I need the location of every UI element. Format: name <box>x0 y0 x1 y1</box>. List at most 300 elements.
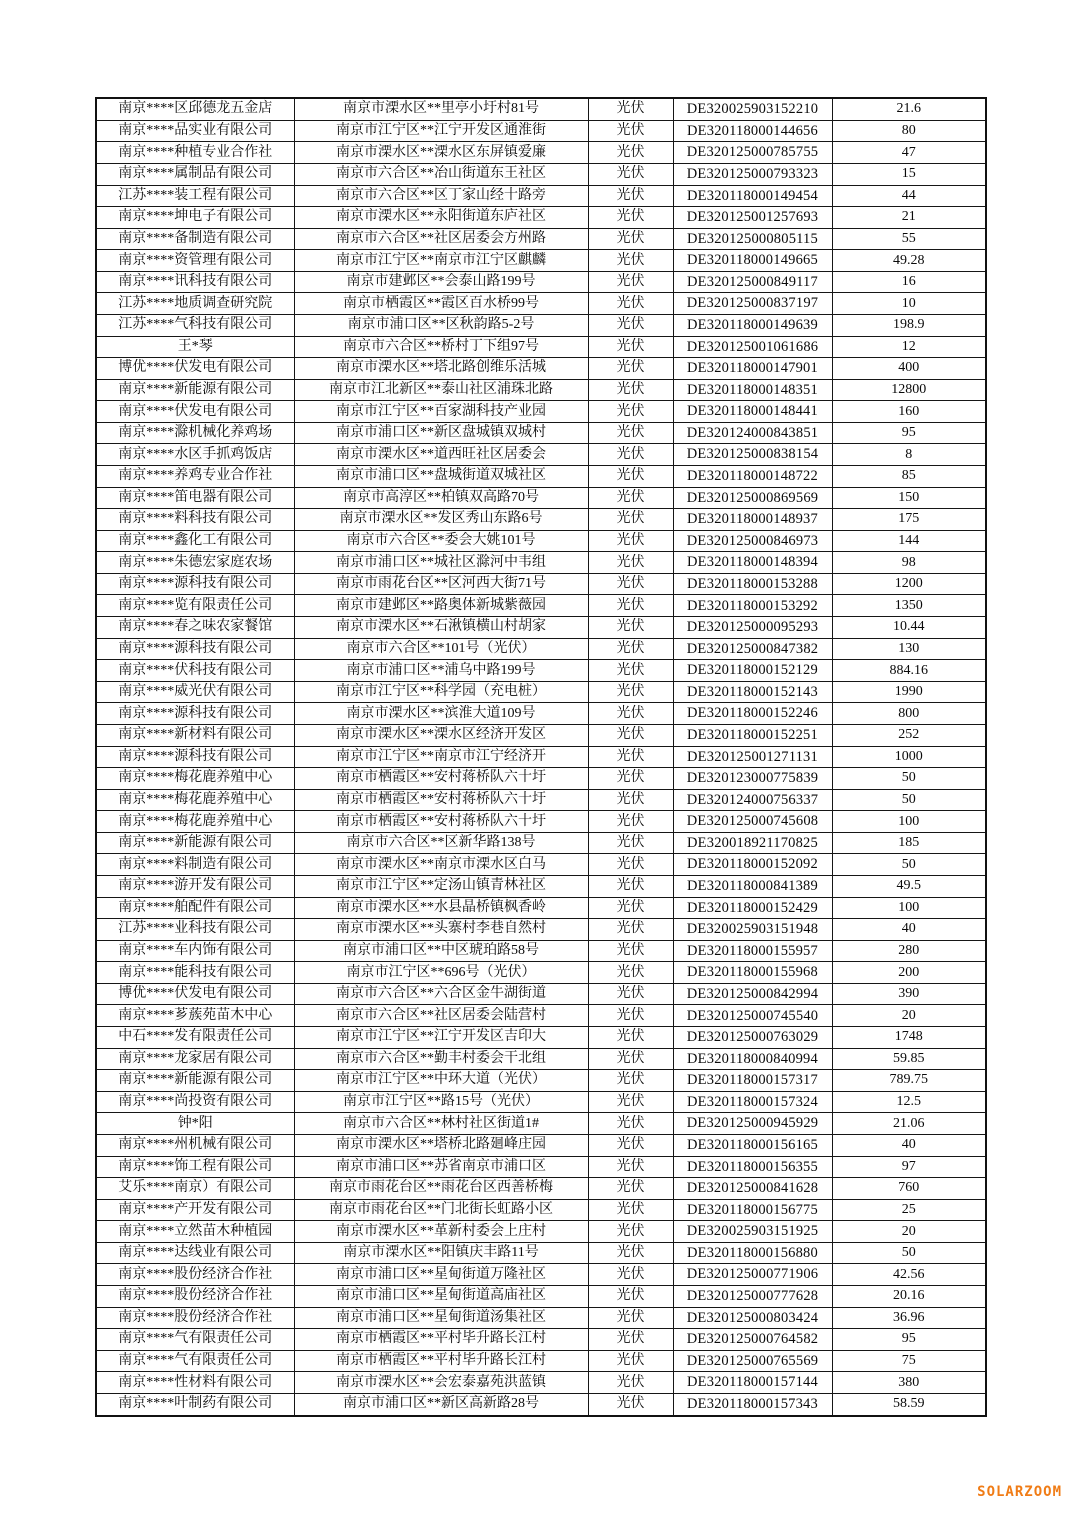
type-cell: 光伏 <box>588 811 673 833</box>
capacity-cell: 130 <box>832 638 986 660</box>
company-name-cell: 南京****源科技有限公司 <box>96 638 294 660</box>
table-row <box>96 1285 986 1307</box>
address-cell: 南京市溧水区**南京市溧水区白马 <box>294 854 588 876</box>
address-cell: 南京市建邺区**路奥体新城紫薇园 <box>294 595 588 617</box>
address-cell: 南京市六合区**桥村丁下组97号 <box>294 336 588 358</box>
address-cell: 南京市溧水区**道西旺社区居委会 <box>294 444 588 466</box>
company-name-cell: 南京****尚投资有限公司 <box>96 1091 294 1113</box>
address-cell: 南京市江宁区**定汤山镇青林社区 <box>294 876 588 898</box>
code-cell: DE320118000155957 <box>673 940 832 962</box>
code-cell: DE320125000805115 <box>673 228 832 250</box>
table-row <box>96 163 986 185</box>
address-cell: 南京市栖霞区**安村蒋桥队六十圩 <box>294 768 588 790</box>
capacity-cell: 760 <box>832 1178 986 1200</box>
code-cell: DE320125000745608 <box>673 811 832 833</box>
capacity-cell: 50 <box>832 1242 986 1264</box>
capacity-cell: 58.59 <box>832 1393 986 1416</box>
type-cell: 光伏 <box>588 617 673 639</box>
code-cell: DE320025903151948 <box>673 919 832 941</box>
code-cell: DE320125000842994 <box>673 983 832 1005</box>
table-row <box>96 1178 986 1200</box>
capacity-cell: 380 <box>832 1372 986 1394</box>
code-cell: DE320118000153288 <box>673 573 832 595</box>
company-name-cell: 南京****舶配件有限公司 <box>96 897 294 919</box>
capacity-cell: 789.75 <box>832 1070 986 1092</box>
table-row <box>96 789 986 811</box>
capacity-cell: 98 <box>832 552 986 574</box>
type-cell: 光伏 <box>588 271 673 293</box>
code-cell: DE320124000843851 <box>673 422 832 444</box>
table-row <box>96 1372 986 1394</box>
type-cell: 光伏 <box>588 746 673 768</box>
code-cell: DE320118000156880 <box>673 1242 832 1264</box>
company-name-cell: 南京****春之味农家餐馆 <box>96 617 294 639</box>
address-cell: 南京市浦口区**星甸街道万隆社区 <box>294 1264 588 1286</box>
address-cell: 南京市浦口区**苏省南京市浦口区 <box>294 1156 588 1178</box>
company-name-cell: 南京****料科技有限公司 <box>96 509 294 531</box>
capacity-cell: 1350 <box>832 595 986 617</box>
company-name-cell: 南京****滁机械化养鸡场 <box>96 422 294 444</box>
company-name-cell: 南京****品实业有限公司 <box>96 120 294 142</box>
type-cell: 光伏 <box>588 314 673 336</box>
capacity-cell: 12 <box>832 336 986 358</box>
table-row <box>96 660 986 682</box>
code-cell: DE320025903152210 <box>673 98 832 120</box>
capacity-cell: 8 <box>832 444 986 466</box>
table-row <box>96 703 986 725</box>
code-cell: DE320125000847382 <box>673 638 832 660</box>
address-cell: 南京市雨花台区**门北街长虹路小区 <box>294 1199 588 1221</box>
table-row <box>96 250 986 272</box>
type-cell: 光伏 <box>588 1199 673 1221</box>
table-row <box>96 962 986 984</box>
capacity-cell: 40 <box>832 1134 986 1156</box>
address-cell: 南京市浦口区**星甸街道高庙社区 <box>294 1285 588 1307</box>
type-cell: 光伏 <box>588 250 673 272</box>
address-cell: 南京市雨花台区**区河西大街71号 <box>294 573 588 595</box>
capacity-cell: 884.16 <box>832 660 986 682</box>
table-row <box>96 1307 986 1329</box>
table-row <box>96 919 986 941</box>
code-cell: DE320118000144656 <box>673 120 832 142</box>
code-cell: DE320118000841389 <box>673 876 832 898</box>
code-cell: DE320118000155968 <box>673 962 832 984</box>
capacity-cell: 1200 <box>832 573 986 595</box>
company-name-cell: 南京****坤电子有限公司 <box>96 207 294 229</box>
address-cell: 南京市六合区**101号（光伏） <box>294 638 588 660</box>
code-cell: DE320125000945929 <box>673 1113 832 1135</box>
table-row <box>96 1048 986 1070</box>
table-row <box>96 595 986 617</box>
capacity-cell: 21.06 <box>832 1113 986 1135</box>
capacity-cell: 390 <box>832 983 986 1005</box>
company-name-cell: 南京****梅花鹿养殖中心 <box>96 789 294 811</box>
company-name-cell: 南京****备制造有限公司 <box>96 228 294 250</box>
table-row <box>96 487 986 509</box>
company-name-cell: 南京****饰工程有限公司 <box>96 1156 294 1178</box>
table-row <box>96 876 986 898</box>
table-row <box>96 1221 986 1243</box>
table-row <box>96 724 986 746</box>
code-cell: DE320125000785755 <box>673 142 832 164</box>
company-name-cell: 南京****梅花鹿养殖中心 <box>96 811 294 833</box>
table-row <box>96 1156 986 1178</box>
type-cell: 光伏 <box>588 1221 673 1243</box>
address-cell: 南京市雨花台区**雨花台区西善桥梅 <box>294 1178 588 1200</box>
type-cell: 光伏 <box>588 789 673 811</box>
table-row <box>96 1113 986 1135</box>
address-cell: 南京市六合区**林村社区街道1# <box>294 1113 588 1135</box>
type-cell: 光伏 <box>588 854 673 876</box>
address-cell: 南京市栖霞区**安村蒋桥队六十圩 <box>294 789 588 811</box>
table-row <box>96 1350 986 1372</box>
code-cell: DE320118000153292 <box>673 595 832 617</box>
capacity-cell: 50 <box>832 768 986 790</box>
address-cell: 南京市浦口区**浦乌中路199号 <box>294 660 588 682</box>
type-cell: 光伏 <box>588 1372 673 1394</box>
company-name-cell: 南京****伏发电有限公司 <box>96 401 294 423</box>
company-name-cell: 南京****资管理有限公司 <box>96 250 294 272</box>
company-name-cell: 南京****源科技有限公司 <box>96 703 294 725</box>
capacity-cell: 150 <box>832 487 986 509</box>
type-cell: 光伏 <box>588 876 673 898</box>
capacity-cell: 49.28 <box>832 250 986 272</box>
table-row <box>96 444 986 466</box>
type-cell: 光伏 <box>588 724 673 746</box>
type-cell: 光伏 <box>588 1264 673 1286</box>
type-cell: 光伏 <box>588 703 673 725</box>
address-cell: 南京市浦口区**新区盘城镇双城村 <box>294 422 588 444</box>
capacity-cell: 75 <box>832 1350 986 1372</box>
code-cell: DE320118000149665 <box>673 250 832 272</box>
address-cell: 南京市溧水区**塔北路创维乐活城 <box>294 358 588 380</box>
capacity-cell: 160 <box>832 401 986 423</box>
capacity-cell: 252 <box>832 724 986 746</box>
type-cell: 光伏 <box>588 1178 673 1200</box>
company-name-cell: 南京****鑫化工有限公司 <box>96 530 294 552</box>
capacity-cell: 198.9 <box>832 314 986 336</box>
type-cell: 光伏 <box>588 98 673 120</box>
type-cell: 光伏 <box>588 897 673 919</box>
type-cell: 光伏 <box>588 832 673 854</box>
code-cell: DE320125001271131 <box>673 746 832 768</box>
address-cell: 南京市六合区**社区居委会方州路 <box>294 228 588 250</box>
table-row <box>96 530 986 552</box>
code-cell: DE320118000148441 <box>673 401 832 423</box>
address-cell: 南京市溧水区**革新村委会上庄村 <box>294 1221 588 1243</box>
code-cell: DE320118000157144 <box>673 1372 832 1394</box>
capacity-cell: 100 <box>832 811 986 833</box>
type-cell: 光伏 <box>588 1242 673 1264</box>
type-cell: 光伏 <box>588 293 673 315</box>
capacity-cell: 49.5 <box>832 876 986 898</box>
company-name-cell: 南京****股份经济合作社 <box>96 1285 294 1307</box>
company-name-cell: 南京****水区手抓鸡饭店 <box>96 444 294 466</box>
table-row <box>96 1199 986 1221</box>
company-name-cell: 南京****新材料有限公司 <box>96 724 294 746</box>
type-cell: 光伏 <box>588 185 673 207</box>
code-cell: DE320125000765569 <box>673 1350 832 1372</box>
code-cell: DE320125000745540 <box>673 1005 832 1027</box>
capacity-cell: 1000 <box>832 746 986 768</box>
type-cell: 光伏 <box>588 638 673 660</box>
table-row <box>96 617 986 639</box>
address-cell: 南京市栖霞区**平村毕升路长江村 <box>294 1329 588 1351</box>
address-cell: 南京市溧水区**里亭小圩村81号 <box>294 98 588 120</box>
type-cell: 光伏 <box>588 1156 673 1178</box>
company-name-cell: 南京****新能源有限公司 <box>96 1070 294 1092</box>
type-cell: 光伏 <box>588 1005 673 1027</box>
type-cell: 光伏 <box>588 444 673 466</box>
type-cell: 光伏 <box>588 768 673 790</box>
capacity-cell: 175 <box>832 509 986 531</box>
company-name-cell: 南京****讯科技有限公司 <box>96 271 294 293</box>
capacity-cell: 12.5 <box>832 1091 986 1113</box>
code-cell: DE320118000149639 <box>673 314 832 336</box>
address-cell: 南京市江宁区**696号（光伏） <box>294 962 588 984</box>
type-cell: 光伏 <box>588 163 673 185</box>
company-name-cell: 中石****发有限责任公司 <box>96 1027 294 1049</box>
company-name-cell: 南京****梅花鹿养殖中心 <box>96 768 294 790</box>
company-name-cell: 南京****达线业有限公司 <box>96 1242 294 1264</box>
table-row <box>96 854 986 876</box>
capacity-cell: 1748 <box>832 1027 986 1049</box>
address-cell: 南京市浦口区**星甸街道汤集社区 <box>294 1307 588 1329</box>
code-cell: DE320118000152129 <box>673 660 832 682</box>
code-cell: DE320118000157324 <box>673 1091 832 1113</box>
capacity-cell: 44 <box>832 185 986 207</box>
type-cell: 光伏 <box>588 401 673 423</box>
table-row <box>96 185 986 207</box>
table-row <box>96 98 986 120</box>
capacity-cell: 10.44 <box>832 617 986 639</box>
company-name-cell: 南京****伏科技有限公司 <box>96 660 294 682</box>
code-cell: DE320125000771906 <box>673 1264 832 1286</box>
address-cell: 南京市江宁区**江宁开发区通淮街 <box>294 120 588 142</box>
type-cell: 光伏 <box>588 1350 673 1372</box>
address-cell: 南京市溧水区**水县晶桥镇枫香岭 <box>294 897 588 919</box>
table-row <box>96 379 986 401</box>
company-name-cell: 南京****朱德宏家庭农场 <box>96 552 294 574</box>
capacity-cell: 21 <box>832 207 986 229</box>
address-cell: 南京市栖霞区**安村蒋桥队六十圩 <box>294 811 588 833</box>
company-name-cell: 南京****威光伏有限公司 <box>96 681 294 703</box>
address-cell: 南京市江宁区**中环大道（光伏） <box>294 1070 588 1092</box>
company-name-cell: 钟*阳 <box>96 1113 294 1135</box>
type-cell: 光伏 <box>588 1027 673 1049</box>
company-name-cell: 南京****立然苗木种植园 <box>96 1221 294 1243</box>
solarzoom-watermark: SOLARZOOM <box>977 1484 1062 1500</box>
code-cell: DE320025903151925 <box>673 1221 832 1243</box>
company-name-cell: 南京****览有限责任公司 <box>96 595 294 617</box>
company-name-cell: 南京****龙家居有限公司 <box>96 1048 294 1070</box>
code-cell: DE320118000149454 <box>673 185 832 207</box>
address-cell: 南京市六合区**冶山街道东王社区 <box>294 163 588 185</box>
company-name-cell: 南京****区邱德龙五金店 <box>96 98 294 120</box>
address-cell: 南京市栖霞区**霞区百水桥99号 <box>294 293 588 315</box>
code-cell: DE320018921170825 <box>673 832 832 854</box>
table-row <box>96 681 986 703</box>
address-cell: 南京市溧水区**溧水区东屏镇爱廉 <box>294 142 588 164</box>
address-cell: 南京市六合区**社区居委会陆营村 <box>294 1005 588 1027</box>
code-cell: DE320123000775839 <box>673 768 832 790</box>
table-row <box>96 1005 986 1027</box>
table-row <box>96 1027 986 1049</box>
company-name-cell: 南京****属制品有限公司 <box>96 163 294 185</box>
type-cell: 光伏 <box>588 207 673 229</box>
code-cell: DE320125000763029 <box>673 1027 832 1049</box>
code-cell: DE320125001257693 <box>673 207 832 229</box>
code-cell: DE320124000756337 <box>673 789 832 811</box>
address-cell: 南京市溧水区**头寨村李巷自然村 <box>294 919 588 941</box>
type-cell: 光伏 <box>588 1393 673 1416</box>
type-cell: 光伏 <box>588 1307 673 1329</box>
type-cell: 光伏 <box>588 228 673 250</box>
company-name-cell: 王*琴 <box>96 336 294 358</box>
table-row <box>96 120 986 142</box>
type-cell: 光伏 <box>588 422 673 444</box>
table-row <box>96 293 986 315</box>
type-cell: 光伏 <box>588 962 673 984</box>
company-name-cell: 江苏****业科技有限公司 <box>96 919 294 941</box>
table-row <box>96 1264 986 1286</box>
type-cell: 光伏 <box>588 940 673 962</box>
capacity-cell: 12800 <box>832 379 986 401</box>
table-row <box>96 336 986 358</box>
type-cell: 光伏 <box>588 358 673 380</box>
table-row <box>96 1134 986 1156</box>
type-cell: 光伏 <box>588 530 673 552</box>
capacity-cell: 21.6 <box>832 98 986 120</box>
company-name-cell: 南京****种植专业合作社 <box>96 142 294 164</box>
company-name-cell: 南京****车内饰有限公司 <box>96 940 294 962</box>
capacity-cell: 25 <box>832 1199 986 1221</box>
capacity-cell: 200 <box>832 962 986 984</box>
table-row <box>96 422 986 444</box>
code-cell: DE320125000837197 <box>673 293 832 315</box>
address-cell: 南京市溧水区**会宏泰嘉苑洪蓝镇 <box>294 1372 588 1394</box>
address-cell: 南京市江宁区**科学园（充电桩） <box>294 681 588 703</box>
code-cell: DE320125000803424 <box>673 1307 832 1329</box>
capacity-cell: 20 <box>832 1005 986 1027</box>
address-cell: 南京市高淳区**柏镇双高路70号 <box>294 487 588 509</box>
company-name-cell: 南京****性材料有限公司 <box>96 1372 294 1394</box>
capacity-cell: 400 <box>832 358 986 380</box>
address-cell: 南京市六合区**委会大姚101号 <box>294 530 588 552</box>
type-cell: 光伏 <box>588 509 673 531</box>
company-name-cell: 南京****气有限责任公司 <box>96 1350 294 1372</box>
company-name-cell: 南京****叶制药有限公司 <box>96 1393 294 1416</box>
type-cell: 光伏 <box>588 487 673 509</box>
code-cell: DE320118000152246 <box>673 703 832 725</box>
company-name-cell: 艾乐****南京）有限公司 <box>96 1178 294 1200</box>
address-cell: 南京市溧水区**溧水区经济开发区 <box>294 724 588 746</box>
company-name-cell: 南京****新能源有限公司 <box>96 379 294 401</box>
capacity-cell: 185 <box>832 832 986 854</box>
table-row <box>96 401 986 423</box>
company-name-cell: 南京****能科技有限公司 <box>96 962 294 984</box>
capacity-cell: 40 <box>832 919 986 941</box>
capacity-cell: 20 <box>832 1221 986 1243</box>
capacity-cell: 144 <box>832 530 986 552</box>
capacity-cell: 55 <box>832 228 986 250</box>
address-cell: 南京市溧水区**滨淮大道109号 <box>294 703 588 725</box>
company-name-cell: 南京****芗蔟苑苗木中心 <box>96 1005 294 1027</box>
company-name-cell: 博优****伏发电有限公司 <box>96 983 294 1005</box>
company-name-cell: 南京****气有限责任公司 <box>96 1329 294 1351</box>
capacity-cell: 47 <box>832 142 986 164</box>
company-name-cell: 江苏****气科技有限公司 <box>96 314 294 336</box>
table-row <box>96 811 986 833</box>
code-cell: DE320118000147901 <box>673 358 832 380</box>
type-cell: 光伏 <box>588 983 673 1005</box>
type-cell: 光伏 <box>588 1048 673 1070</box>
table-row <box>96 768 986 790</box>
type-cell: 光伏 <box>588 573 673 595</box>
type-cell: 光伏 <box>588 379 673 401</box>
type-cell: 光伏 <box>588 919 673 941</box>
code-cell: DE320118000148937 <box>673 509 832 531</box>
capacity-cell: 42.56 <box>832 1264 986 1286</box>
table-row <box>96 1329 986 1351</box>
address-cell: 南京市江宁区**南京市江宁区麒麟 <box>294 250 588 272</box>
capacity-cell: 800 <box>832 703 986 725</box>
address-cell: 南京市浦口区**中区琥珀路58号 <box>294 940 588 962</box>
company-name-cell: 江苏****地质调查研究院 <box>96 293 294 315</box>
pv-records-table <box>95 97 987 1417</box>
type-cell: 光伏 <box>588 120 673 142</box>
code-cell: DE320125000777628 <box>673 1285 832 1307</box>
code-cell: DE320118000840994 <box>673 1048 832 1070</box>
table-row <box>96 142 986 164</box>
code-cell: DE320125001061686 <box>673 336 832 358</box>
code-cell: DE320118000157317 <box>673 1070 832 1092</box>
type-cell: 光伏 <box>588 336 673 358</box>
capacity-cell: 15 <box>832 163 986 185</box>
table-row <box>96 638 986 660</box>
records-table-body <box>96 98 986 1416</box>
address-cell: 南京市六合区**区丁家山经十路旁 <box>294 185 588 207</box>
address-cell: 南京市建邺区**会泰山路199号 <box>294 271 588 293</box>
code-cell: DE320125000846973 <box>673 530 832 552</box>
code-cell: DE320125000841628 <box>673 1178 832 1200</box>
code-cell: DE320118000152251 <box>673 724 832 746</box>
address-cell: 南京市溧水区**塔桥北路廻峰庄园 <box>294 1134 588 1156</box>
address-cell: 南京市浦口区**新区高新路28号 <box>294 1393 588 1416</box>
code-cell: DE320118000152092 <box>673 854 832 876</box>
address-cell: 南京市溧水区**石湫镇横山村胡家 <box>294 617 588 639</box>
address-cell: 南京市浦口区**区秋韵路5-2号 <box>294 314 588 336</box>
address-cell: 南京市六合区**区新华路138号 <box>294 832 588 854</box>
code-cell: DE320125000095293 <box>673 617 832 639</box>
capacity-cell: 50 <box>832 854 986 876</box>
company-name-cell: 南京****州机械有限公司 <box>96 1134 294 1156</box>
capacity-cell: 50 <box>832 789 986 811</box>
capacity-cell: 100 <box>832 897 986 919</box>
type-cell: 光伏 <box>588 681 673 703</box>
table-row <box>96 573 986 595</box>
type-cell: 光伏 <box>588 660 673 682</box>
table-row <box>96 983 986 1005</box>
type-cell: 光伏 <box>588 595 673 617</box>
type-cell: 光伏 <box>588 1070 673 1092</box>
type-cell: 光伏 <box>588 1285 673 1307</box>
address-cell: 南京市溧水区**阳镇庆丰路11号 <box>294 1242 588 1264</box>
company-name-cell: 南京****源科技有限公司 <box>96 573 294 595</box>
table-row <box>96 1070 986 1092</box>
table-row <box>96 466 986 488</box>
capacity-cell: 97 <box>832 1156 986 1178</box>
